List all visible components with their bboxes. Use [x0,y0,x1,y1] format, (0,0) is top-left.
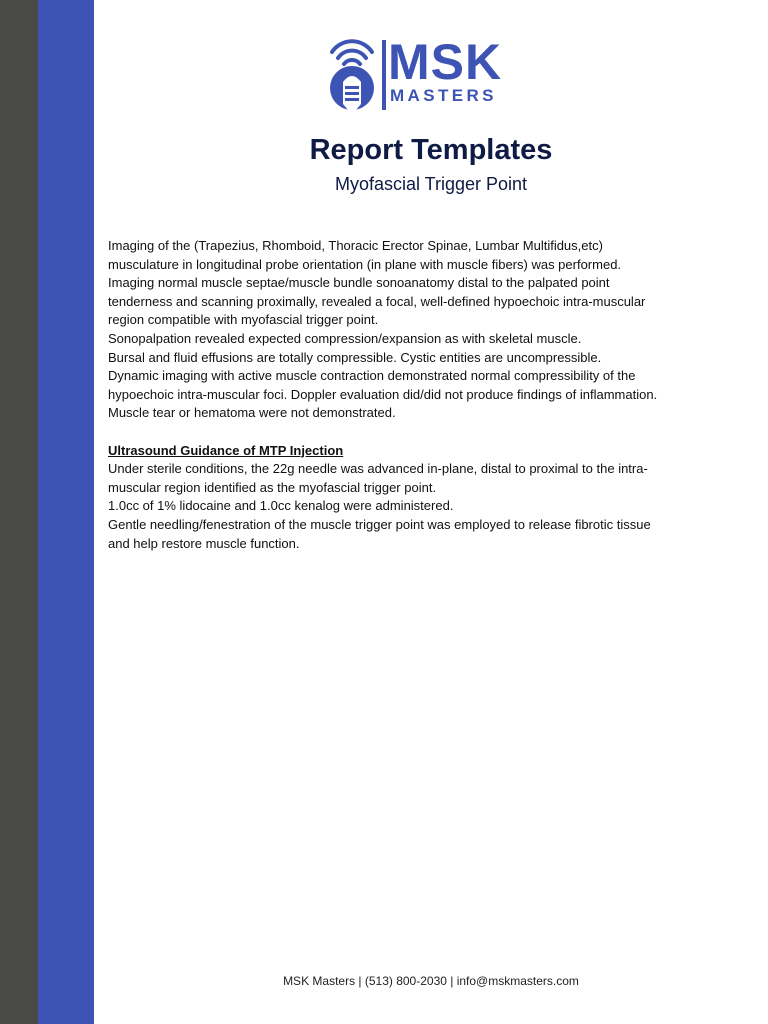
findings-line: Muscle tear or hematoma were not demonstrated. [108,405,396,421]
guidance-line: 1.0cc of 1% lidocaine and 1.0cc kenalog were administered. [108,498,454,514]
findings-line: tenderness and scanning proximally, revealed a focal, well-defined hypoechoic intra-muscular [108,293,646,309]
sidebar-blue-stripe [38,0,94,1024]
sidebar-gray-stripe [0,0,38,1024]
findings-line: musculature in longitudinal probe orientation (in plane with muscle fibers) was performed. [108,256,622,272]
report-body [108,237,718,553]
findings-line: Imaging of the (Trapezius, Rhomboid, Thoracic Erector Spinae, Lumbar Multifidus,etc) [108,238,603,253]
guidance-line: Gentle needling/fenestration of the muscle trigger point was employed to release fibrotic tissue [108,516,651,532]
probe-signal-icon [326,38,378,114]
guidance-heading: Ultrasound Guidance of MTP Injection [108,442,344,458]
logo-divider [382,40,386,110]
logo-wordmark: MSK [388,34,503,90]
guidance-line: muscular region identified as the myofascial trigger point. [108,479,437,495]
msk-masters-logo [326,34,526,114]
findings-line: Dynamic imaging with active muscle contraction demonstrated normal compressibility of the [108,368,636,384]
logo-tagline: MASTERS [390,86,497,105]
findings-line: hypoechoic intra-muscular foci. Doppler evaluation did/did not produce findings of inflammation. [108,386,658,402]
findings-line: Sonopalpation revealed expected compression/expansion as with skeletal muscle. [108,330,582,346]
findings-line: Imaging normal muscle septae/muscle bundle sonoanatomy distal to the palpated point [108,275,610,291]
guidance-line: and help restore muscle function. [108,535,300,551]
findings-line: Bursal and fluid effusions are totally compressible. Cystic entities are uncompressible. [108,349,602,365]
footer-contact: MSK Masters | (513) 800-2030 | info@mskmasters.com [283,974,579,988]
guidance-line: Under sterile conditions, the 22g needle was advanced in-plane, distal to proximal to the intra- [108,461,648,477]
page-subtitle: Myofascial Trigger Point [334,174,528,194]
page-title: Report Templates [309,134,553,166]
findings-line: region compatible with myofascial trigger point. [108,312,379,328]
